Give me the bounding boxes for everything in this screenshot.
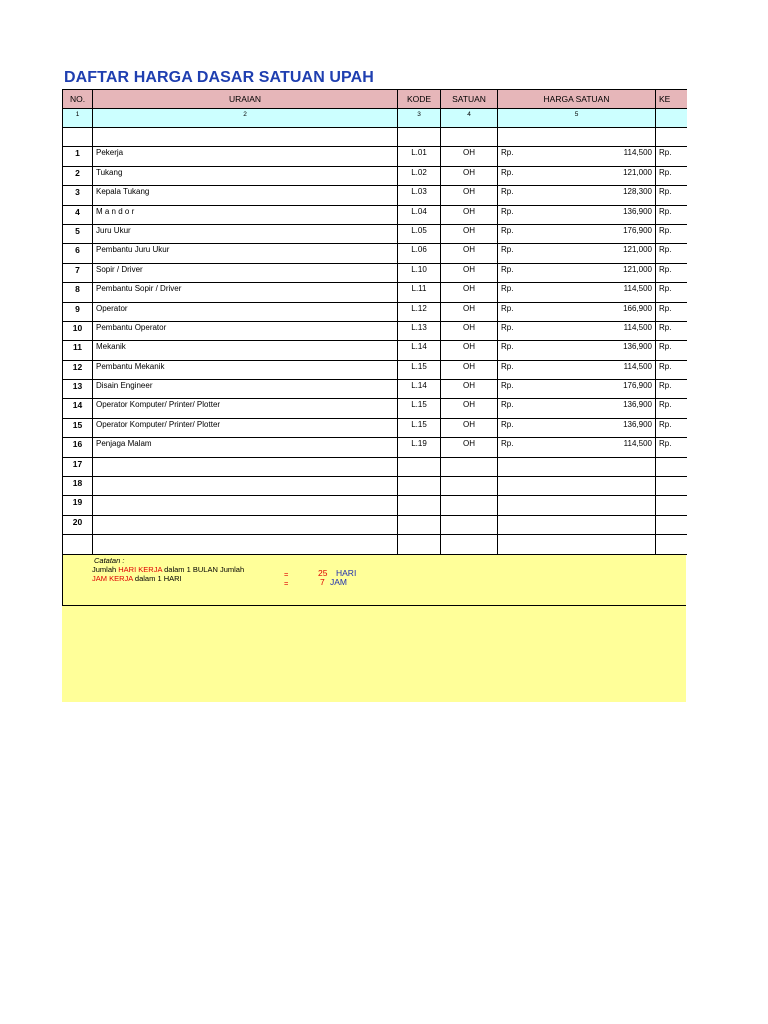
notes-val-hari: 25	[318, 568, 328, 578]
row-price-value: 136,900	[623, 342, 652, 352]
row-price-value: 136,900	[623, 419, 652, 429]
table-row	[63, 341, 687, 360]
row-no: 5	[63, 224, 93, 243]
row-satuan: OH	[441, 186, 498, 205]
row-harga-satuan	[498, 283, 656, 302]
table-row	[63, 205, 687, 224]
row-no: 4	[63, 205, 93, 224]
notes-unit-hari: HARI	[336, 568, 357, 578]
table-row	[63, 166, 687, 185]
row-kode: L.14	[398, 341, 441, 360]
row-price-value: 121,000	[623, 167, 652, 177]
table-row	[63, 224, 687, 243]
row-satuan	[441, 477, 498, 496]
row-harga-satuan	[498, 224, 656, 243]
row-uraian: Penjaga Malam	[93, 438, 398, 457]
row-no: 10	[63, 321, 93, 340]
row-currency: Rp.	[501, 342, 514, 352]
row-satuan: OH	[441, 418, 498, 437]
row-currency: Rp.	[501, 284, 514, 294]
row-no: 2	[63, 166, 93, 185]
row-harga-satuan	[498, 438, 656, 457]
row-price-value: 121,000	[623, 245, 652, 255]
row-keterangan: Rp.	[656, 380, 687, 399]
row-kode: L.04	[398, 205, 441, 224]
row-satuan	[441, 496, 498, 515]
row-harga-satuan	[498, 263, 656, 282]
row-no	[63, 535, 93, 554]
row-keterangan: Rp.	[656, 418, 687, 437]
spacer-cell	[63, 128, 93, 147]
row-price-value: 136,900	[623, 400, 652, 410]
row-harga-satuan	[498, 360, 656, 379]
row-harga-satuan	[498, 186, 656, 205]
row-satuan: OH	[441, 438, 498, 457]
row-uraian: Mekanik	[93, 341, 398, 360]
row-keterangan: Rp.	[656, 224, 687, 243]
row-kode: L.10	[398, 263, 441, 282]
notes-unit-jam: JAM	[330, 577, 347, 587]
row-currency: Rp.	[501, 264, 514, 274]
notes-section	[62, 554, 686, 702]
spacer-row	[63, 128, 687, 147]
row-satuan: OH	[441, 147, 498, 166]
row-satuan: OH	[441, 205, 498, 224]
row-kode: L.15	[398, 360, 441, 379]
notes-eq-2: =	[284, 579, 289, 588]
row-currency: Rp.	[501, 206, 514, 216]
row-currency: Rp.	[501, 167, 514, 177]
row-uraian: Tukang	[93, 166, 398, 185]
row-uraian: Pembantu Sopir / Driver	[93, 283, 398, 302]
colnum-6	[656, 109, 687, 128]
row-keterangan: Rp.	[656, 302, 687, 321]
row-harga-satuan	[498, 341, 656, 360]
row-currency: Rp.	[501, 322, 514, 332]
row-kode: L.06	[398, 244, 441, 263]
row-price-value: 128,300	[623, 187, 652, 197]
row-keterangan	[656, 515, 687, 534]
row-price-value: 114,500	[623, 148, 652, 158]
row-kode	[398, 457, 441, 476]
row-no: 9	[63, 302, 93, 321]
table-row	[63, 535, 687, 554]
row-no: 12	[63, 360, 93, 379]
row-harga-satuan	[498, 457, 656, 476]
spacer-cell	[441, 128, 498, 147]
row-satuan: OH	[441, 399, 498, 418]
spacer-cell	[93, 128, 398, 147]
table-header-row	[63, 90, 687, 109]
notes-line2-b: dalam 1 HARI	[132, 574, 182, 583]
row-kode: L.02	[398, 166, 441, 185]
row-harga-satuan	[498, 321, 656, 340]
table-row	[63, 515, 687, 534]
row-uraian: Disain Engineer	[93, 380, 398, 399]
row-kode: L.05	[398, 224, 441, 243]
row-no: 17	[63, 457, 93, 476]
table-row	[63, 186, 687, 205]
row-kode: L.12	[398, 302, 441, 321]
row-kode: L.15	[398, 418, 441, 437]
row-uraian: Pekerja	[93, 147, 398, 166]
row-harga-satuan	[498, 244, 656, 263]
row-uraian: Operator Komputer/ Printer/ Plotter	[93, 399, 398, 418]
row-harga-satuan	[498, 515, 656, 534]
header-no: NO.	[63, 90, 93, 109]
row-kode: L.19	[398, 438, 441, 457]
row-no: 18	[63, 477, 93, 496]
page-title: DAFTAR HARGA DASAR SATUAN UPAH	[64, 69, 374, 86]
row-satuan	[441, 535, 498, 554]
row-price-value: 176,900	[623, 381, 652, 391]
price-table	[62, 89, 687, 555]
spacer-cell	[498, 128, 656, 147]
row-no: 6	[63, 244, 93, 263]
table-row	[63, 283, 687, 302]
row-uraian: Operator	[93, 302, 398, 321]
row-satuan: OH	[441, 224, 498, 243]
notes-line1-c: dalam 1 BULAN Jumlah	[162, 565, 245, 574]
row-satuan: OH	[441, 360, 498, 379]
row-uraian: Kepala Tukang	[93, 186, 398, 205]
notes-hari-kerja: HARI KERJA	[118, 565, 163, 574]
colnum-5: 5	[498, 109, 656, 128]
row-keterangan	[656, 477, 687, 496]
row-price-value: 121,000	[623, 264, 652, 274]
row-kode	[398, 477, 441, 496]
colnum-2: 2	[93, 109, 398, 128]
row-uraian: Pembantu Juru Ukur	[93, 244, 398, 263]
row-satuan: OH	[441, 263, 498, 282]
row-uraian	[93, 477, 398, 496]
row-harga-satuan	[498, 302, 656, 321]
row-harga-satuan	[498, 147, 656, 166]
header-satuan: SATUAN	[441, 90, 498, 109]
row-no: 7	[63, 263, 93, 282]
row-satuan: OH	[441, 166, 498, 185]
row-uraian	[93, 496, 398, 515]
row-harga-satuan	[498, 535, 656, 554]
row-uraian	[93, 457, 398, 476]
row-harga-satuan	[498, 166, 656, 185]
row-keterangan: Rp.	[656, 205, 687, 224]
row-currency: Rp.	[501, 245, 514, 255]
row-uraian	[93, 515, 398, 534]
row-kode	[398, 535, 441, 554]
row-uraian: Pembantu Operator	[93, 321, 398, 340]
row-satuan: OH	[441, 321, 498, 340]
row-price-value: 136,900	[623, 206, 652, 216]
row-keterangan: Rp.	[656, 283, 687, 302]
row-currency: Rp.	[501, 400, 514, 410]
row-harga-satuan	[498, 399, 656, 418]
row-no: 15	[63, 418, 93, 437]
notes-eq-1: =	[284, 570, 289, 579]
row-kode	[398, 515, 441, 534]
row-price-value: 114,500	[623, 439, 652, 449]
row-keterangan: Rp.	[656, 147, 687, 166]
row-currency: Rp.	[501, 148, 514, 158]
row-harga-satuan	[498, 496, 656, 515]
notes-val-jam: 7	[320, 577, 325, 587]
header-uraian: URAIAN	[93, 90, 398, 109]
row-no: 20	[63, 515, 93, 534]
row-uraian: Sopir / Driver	[93, 263, 398, 282]
colnum-3: 3	[398, 109, 441, 128]
row-no: 16	[63, 438, 93, 457]
row-uraian	[93, 535, 398, 554]
header-harga-satuan: HARGA SATUAN	[498, 90, 656, 109]
table-row	[63, 360, 687, 379]
row-harga-satuan	[498, 418, 656, 437]
table-row	[63, 496, 687, 515]
notes-line1-a: Jumlah	[92, 565, 119, 574]
row-satuan: OH	[441, 302, 498, 321]
row-kode: L.13	[398, 321, 441, 340]
row-currency: Rp.	[501, 439, 514, 449]
row-satuan: OH	[441, 244, 498, 263]
table-row	[63, 477, 687, 496]
row-keterangan: Rp.	[656, 438, 687, 457]
table-row	[63, 380, 687, 399]
row-price-value: 176,900	[623, 225, 652, 235]
row-currency: Rp.	[501, 303, 514, 313]
notes-line-hari	[92, 565, 244, 574]
row-price-value: 114,500	[623, 361, 652, 371]
row-uraian: Operator Komputer/ Printer/ Plotter	[93, 418, 398, 437]
row-keterangan: Rp.	[656, 399, 687, 418]
row-harga-satuan	[498, 205, 656, 224]
row-price-value: 114,500	[623, 322, 652, 332]
row-keterangan: Rp.	[656, 263, 687, 282]
row-keterangan	[656, 457, 687, 476]
colnum-1: 1	[63, 109, 93, 128]
notes-line-jam	[92, 574, 182, 583]
table-row	[63, 438, 687, 457]
table-row	[63, 457, 687, 476]
row-no: 8	[63, 283, 93, 302]
row-satuan: OH	[441, 283, 498, 302]
row-price-value: 166,900	[623, 303, 652, 313]
row-no: 11	[63, 341, 93, 360]
spacer-cell	[656, 128, 687, 147]
row-keterangan	[656, 496, 687, 515]
row-kode	[398, 496, 441, 515]
row-currency: Rp.	[501, 187, 514, 197]
row-satuan	[441, 515, 498, 534]
row-kode: L.15	[398, 399, 441, 418]
header-keterangan: KE	[656, 90, 687, 109]
row-uraian: M a n d o r	[93, 205, 398, 224]
row-currency: Rp.	[501, 361, 514, 371]
row-satuan: OH	[441, 341, 498, 360]
table-row	[63, 244, 687, 263]
spacer-cell	[398, 128, 441, 147]
row-kode: L.01	[398, 147, 441, 166]
table-row	[63, 399, 687, 418]
row-uraian: Pembantu Mekanik	[93, 360, 398, 379]
row-keterangan: Rp.	[656, 321, 687, 340]
row-price-value: 114,500	[623, 284, 652, 294]
row-uraian: Juru Ukur	[93, 224, 398, 243]
row-keterangan	[656, 535, 687, 554]
row-kode: L.03	[398, 186, 441, 205]
row-currency: Rp.	[501, 381, 514, 391]
table-row	[63, 418, 687, 437]
row-keterangan: Rp.	[656, 166, 687, 185]
row-satuan: OH	[441, 380, 498, 399]
row-no: 19	[63, 496, 93, 515]
table-row	[63, 321, 687, 340]
row-keterangan: Rp.	[656, 186, 687, 205]
row-keterangan: Rp.	[656, 360, 687, 379]
row-kode: L.11	[398, 283, 441, 302]
row-keterangan: Rp.	[656, 244, 687, 263]
row-currency: Rp.	[501, 225, 514, 235]
notes-jam-kerja: JAM KERJA	[92, 574, 133, 583]
row-harga-satuan	[498, 477, 656, 496]
colnum-4: 4	[441, 109, 498, 128]
row-no: 3	[63, 186, 93, 205]
row-currency: Rp.	[501, 419, 514, 429]
row-no: 14	[63, 399, 93, 418]
header-kode: KODE	[398, 90, 441, 109]
table-row	[63, 147, 687, 166]
row-kode: L.14	[398, 380, 441, 399]
row-harga-satuan	[498, 380, 656, 399]
table-row	[63, 302, 687, 321]
row-no: 13	[63, 380, 93, 399]
row-no: 1	[63, 147, 93, 166]
table-row	[63, 263, 687, 282]
row-satuan	[441, 457, 498, 476]
notes-heading: Catatan :	[94, 556, 125, 565]
row-keterangan: Rp.	[656, 341, 687, 360]
column-number-row	[63, 109, 687, 128]
